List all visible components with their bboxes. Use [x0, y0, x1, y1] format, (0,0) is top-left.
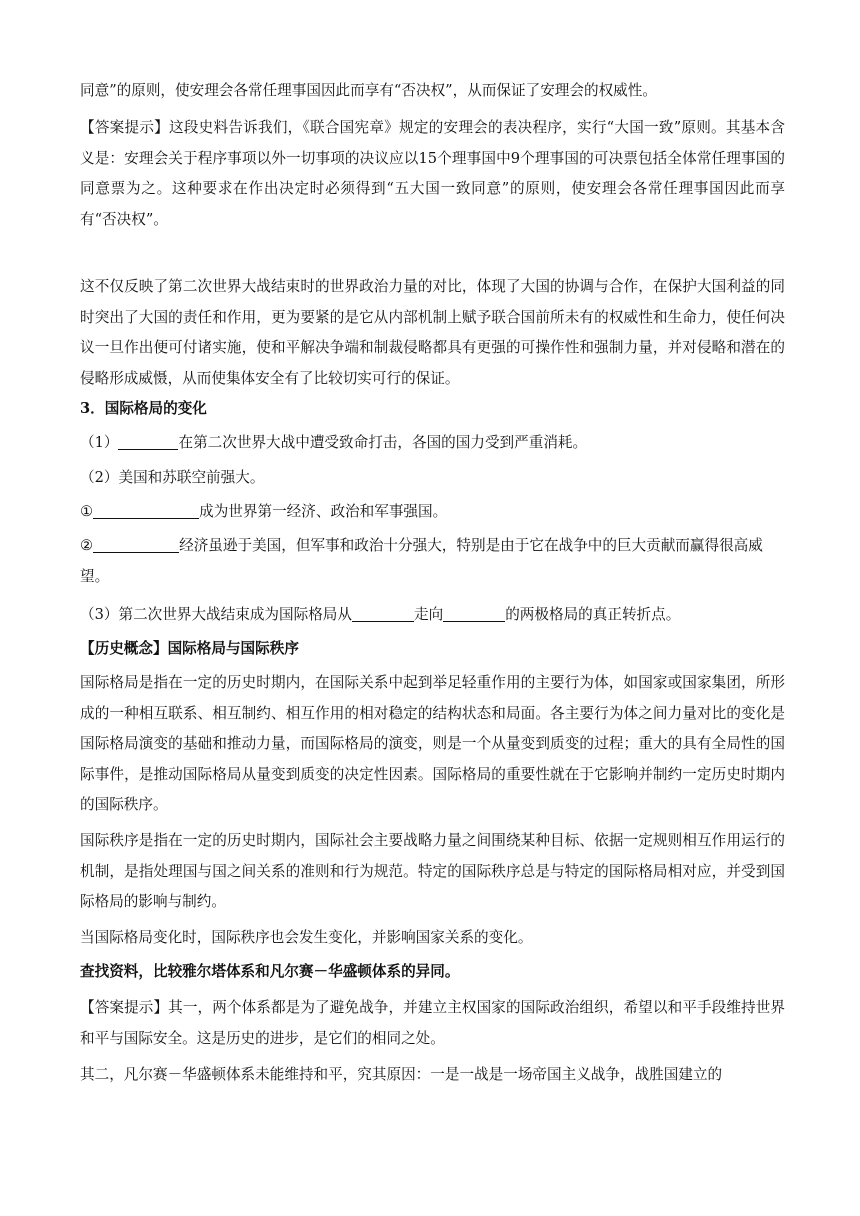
- fill-blank: [118, 433, 178, 450]
- question-2b: [80, 531, 785, 592]
- answer-paragraph-2: 其二，凡尔赛－华盛顿体系未能维持和平，究其原因：一是一战是一场帝国主义战争，战胜国建立的: [80, 1066, 723, 1083]
- answer-hint-label: 【答案提示】: [80, 119, 169, 136]
- question-3: [80, 600, 785, 631]
- question-3-prefix: （3）第二次世界大战结束成为国际格局从: [80, 606, 352, 623]
- question-2b-text: 经济虽逊于美国，但军事和政治十分强大，特别是由于它在战争中的巨大贡献而赢得很高威望。: [80, 537, 763, 585]
- question-3-mid: 走向: [413, 606, 444, 623]
- question-1-prefix: （1）: [80, 434, 119, 451]
- question-2a-text: 成为世界第一经济、政治和军事强国。: [199, 503, 448, 520]
- question-2a: [80, 497, 785, 528]
- question-2b-prefix: ②: [80, 537, 94, 554]
- fill-blank: [93, 536, 179, 553]
- analysis-paragraph: 这不仅反映了第二次世界大战结束时的世界政治力量的对比，体现了大国的协调与合作，在保护大国利益的同时突出了大国的责任和作用，更为要紧的是它从内部机制上赋予联合国前所未有的权威性和生命力，使任何决议一旦作出便可付诸实施，使和平解决争端和制裁侵略都具有更强的可操作性和强制力量，并对侵略和潜在的侵略形成威慑，从而使集体安全有了比较切实可行的保证。: [80, 278, 785, 387]
- question-2a-prefix: ①: [80, 503, 94, 520]
- question-1-text: 在第二次世界大战中遭受致命打击，各国的国力受到严重消耗。: [178, 434, 588, 451]
- task-title: 查找资料，比较雅尔塔体系和凡尔赛－华盛顿体系的异同。: [80, 963, 460, 980]
- answer-paragraph-1: [80, 993, 785, 1054]
- fill-blank: [352, 605, 414, 622]
- answer-text-1: 其一，两个体系都是为了避免战争，并建立主权国家的国际政治组织，希望以和平手段维持世界和平与国际安全。这是历史的进步，是它们的相同之处。: [80, 999, 785, 1047]
- answer-hint-text: 这段史料告诉我们，《联合国宪章》规定的安理会的表决程序，实行“大国一致”原则。其基本含义是：安理会关于程序事项以外一切事项的决议应以15个理事国中9个理事国的可决票包括全体常任理事国的同意票为之。这种要求在作出决定时必须得到“五大国一致同意”的原则，使安理会各常任理事国因此而享有“否决权”。: [80, 119, 785, 228]
- question-2: （2）美国和苏联空前强大。: [80, 469, 265, 486]
- fill-blank: [93, 502, 199, 519]
- question-3-text: 的两极格局的真正转折点。: [505, 606, 681, 623]
- concept-paragraph-2: 国际秩序是指在一定的历史时期内，国际社会主要战略力量之间围绕某种目标、依据一定规则相互作用运行的机制，是指处理国与国之间关系的准则和行为规范。特定的国际秩序总是与特定的国际格局相对应，并受到国际格局的影响与制约。: [80, 832, 785, 910]
- concept-paragraph-3: 当国际格局变化时，国际秩序也会发生变化，并影响国家关系的变化。: [80, 929, 533, 946]
- answer-label: 【答案提示】: [80, 999, 169, 1016]
- paragraph-continued: 同意”的原则，使安理会各常任理事国因此而享有“否决权”，从而保证了安理会的权威性。: [80, 82, 657, 99]
- concept-paragraph-1: 国际格局是指在一定的历史时期内，在国际关系中起到举足轻重作用的主要行为体，如国家或国家集团，所形成的一种相互联系、相互制约、相互作用的相对稳定的结构状态和局面。各主要行为体之间力量对比的变化是国际格局演变的基础和推动力量，而国际格局的演变，则是一个从量变到质变的过程；重大的具有全局性的国际事件，是推动国际格局从量变到质变的决定性因素。国际格局的重要性就在于它影响并制约一定历史时期内的国际秩序。: [80, 674, 785, 813]
- section-title: 3．国际格局的变化: [80, 400, 207, 417]
- fill-blank: [443, 605, 505, 622]
- question-1: [80, 428, 785, 459]
- concept-title: 【历史概念】国际格局与国际秩序: [80, 640, 299, 657]
- answer-hint-paragraph: [80, 113, 785, 235]
